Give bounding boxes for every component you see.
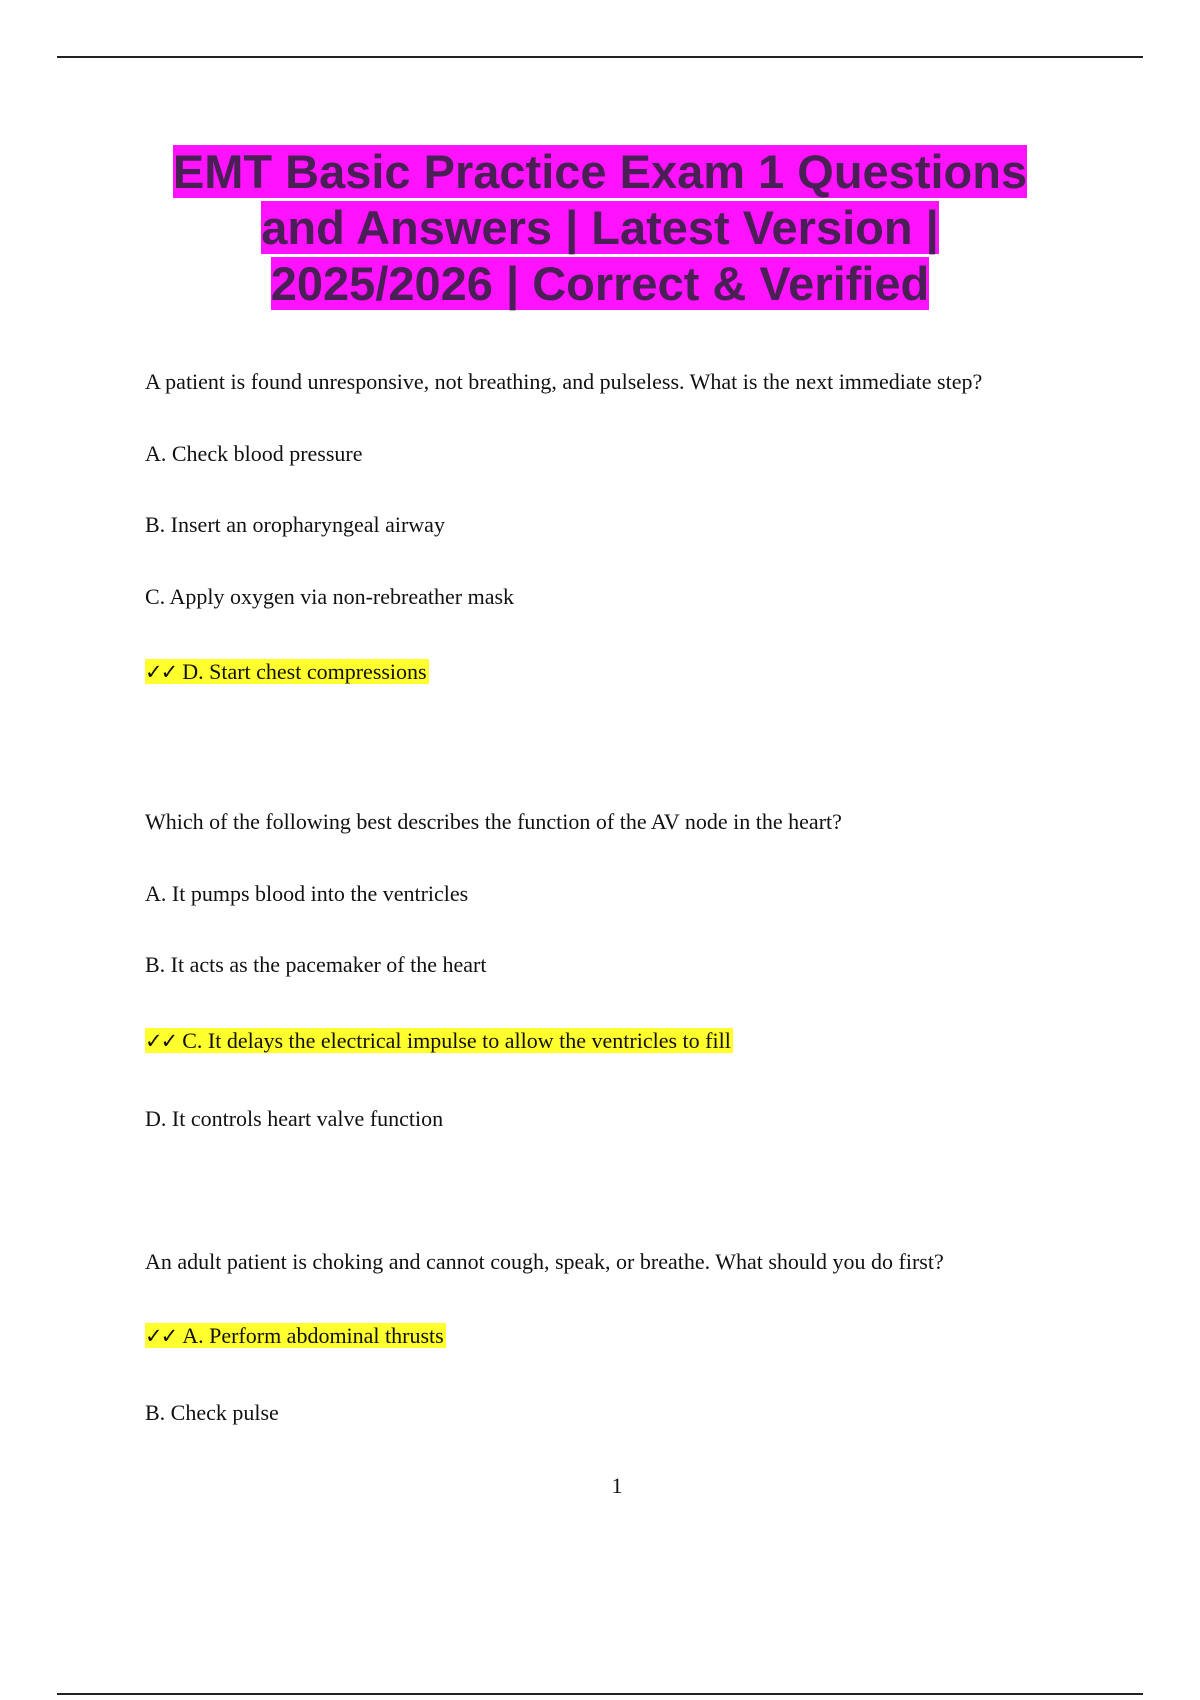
checkmark-icon: ✓✓ — [145, 1324, 177, 1348]
question-1-option-a: A. Check blood pressure — [145, 441, 363, 466]
title-line-1: EMT Basic Practice Exam 1 Questions — [172, 145, 1028, 198]
correct-answer-text: C. It delays the electrical impulse to allow the ventricles to fill — [182, 1028, 731, 1053]
document-title — [0, 144, 1200, 312]
correct-answer-text: D. Start chest compressions — [182, 659, 427, 684]
question-2-text: Which of the following best describes the function of the AV node in the heart? — [145, 809, 842, 834]
header-rule — [57, 56, 1143, 58]
question-2-option-c-correct — [145, 1027, 733, 1055]
question-2-option-b: B. It acts as the pacemaker of the heart — [145, 952, 487, 977]
checkmark-icon: ✓✓ — [145, 1029, 177, 1053]
checkmark-icon: ✓✓ — [145, 660, 177, 684]
title-line-3: 2025/2026 | Correct & Verified — [270, 257, 930, 310]
question-3-text: An adult patient is choking and cannot cough, speak, or breathe. What should you do first? — [145, 1249, 944, 1274]
page-number: 1 — [611, 1473, 623, 1498]
question-3-option-a-correct — [145, 1322, 446, 1350]
question-1-option-b: B. Insert an oropharyngeal airway — [145, 512, 445, 537]
question-2-option-a: A. It pumps blood into the ventricles — [145, 881, 469, 906]
question-1-option-d-correct — [145, 658, 429, 686]
question-2-option-d: D. It controls heart valve function — [145, 1106, 444, 1131]
title-line-2: and Answers | Latest Version | — [261, 201, 939, 254]
question-3-option-b: B. Check pulse — [145, 1400, 279, 1425]
correct-answer-text: A. Perform abdominal thrusts — [182, 1323, 444, 1348]
correct-answer-highlight — [145, 1028, 733, 1053]
correct-answer-highlight — [145, 659, 429, 684]
question-1-option-c: C. Apply oxygen via non-rebreather mask — [145, 584, 515, 609]
correct-answer-highlight — [145, 1323, 446, 1348]
footer-rule — [57, 1693, 1143, 1695]
question-1-text: A patient is found unresponsive, not breathing, and pulseless. What is the next immediate step? — [145, 369, 983, 394]
